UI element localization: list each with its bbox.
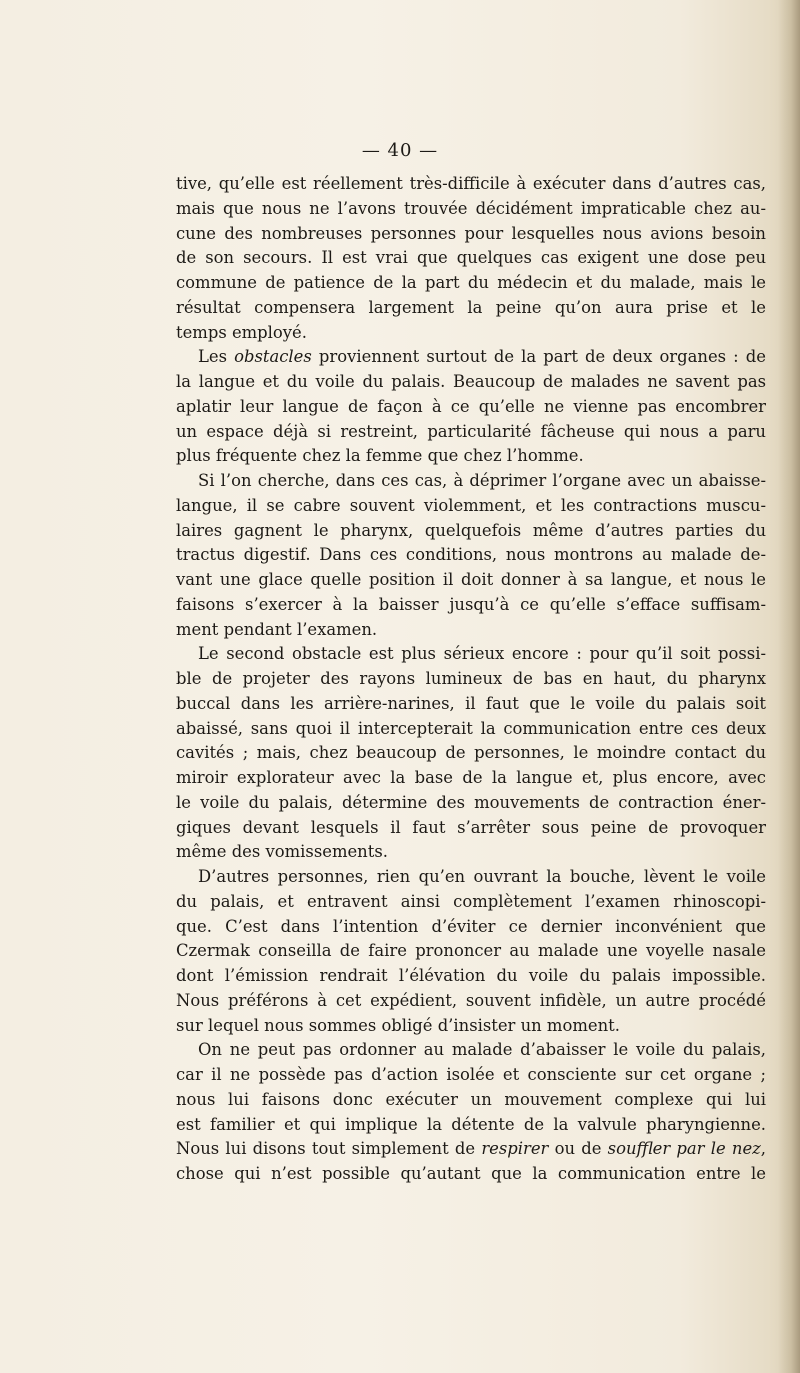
text-line: sur lequel nous sommes obligé d’insister un moment. [176,1015,620,1035]
text-line: car il ne possède pas d’action isolée et consciente sur cet organe ; [176,1065,766,1084]
text-line: giques devant lesquels il faut s’arrêter sous peine de provoquer [176,817,766,837]
page-number: — 40 — [361,140,439,161]
text-line: tive, qu’elle est réellement très-difficile à exécuter dans d’autres cas, [176,174,766,193]
emphasis-respirer: respirer [481,1139,549,1159]
emphasis-souffler-par-le-nez: souffler par le nez [607,1139,761,1159]
text-segment: ou de [548,1139,608,1159]
text-line: même des vomissements. [176,842,388,862]
text-line: laires gagnent le pharynx, quelquefois même d’autres parties du [176,520,766,540]
text-line: la langue et du voile du palais. Beaucoup de malades ne savent pas [176,372,766,391]
text-line: dont l’émission rendrait l’élévation du voile du palais impossible. [176,966,766,985]
text-line: temps employé. [176,322,307,342]
body-text [176,172,766,1187]
text-line: mais que nous ne l’avons trouvée décidément impraticable chez au- [176,198,766,218]
text-line: Nous préférons à cet expédient, souvent infidèle, un autre procédé [176,990,766,1010]
text-line: abaissé, sans quoi il intercepterait la communication entre ces deux [176,718,766,738]
paragraph-start [176,345,766,370]
text-line: nous lui faisons donc exécuter un mouvement complexe qui lui [176,1089,766,1109]
text-line: ble de projeter des rayons lumineux de bas en haut, du pharynx [176,669,766,688]
text-line: de son secours. Il est vrai que quelques cas exigent une dose peu [176,248,766,268]
text-line: tractus digestif. Dans ces conditions, nous montrons au malade de- [176,545,766,565]
text-segment: proviennent surtout de la part de deux organes : de [311,347,766,367]
text-line: plus fréquente chez la femme que chez l’homme. [176,446,584,466]
emphasis-obstacles: obstacles [234,347,312,367]
text-line: chose qui n’est possible qu’autant que la communication entre le [176,1164,766,1183]
text-line: cune des nombreuses personnes pour lesquelles nous avions besoin [176,223,766,243]
text-line: que. C’est dans l’intention d’éviter ce dernier inconvénient que [176,916,766,936]
text-line: langue, il se cabre souvent violemment, et les contractions muscu- [176,495,766,515]
paragraph-start: On ne peut pas ordonner au malade d’abaisser le voile du palais, [198,1040,766,1060]
text-line: ment pendant l’examen. [176,619,378,639]
text-line: miroir explorateur avec la base de la langue et, plus encore, avec [176,768,766,787]
text-line: est familier et qui implique la détente de la valvule pharyngienne. [176,1114,766,1134]
page-edge-shadow [778,0,800,1373]
text-line: Czermak conseilla de faire prononcer au malade une voyelle nasale [176,941,766,961]
text-line: buccal dans les arrière-narines, il faut que le voile du palais soit [176,693,766,713]
text-line: faisons s’exercer à la baisser jusqu’à ce qu’elle s’efface suffisam- [176,594,766,614]
paragraph-start: Le second obstacle est plus sérieux encore : pour qu’il soit possi- [198,644,766,664]
text-line: commune de patience de la part du médecin et du malade, mais le [176,273,766,292]
paragraph-start: Si l’on cherche, dans ces cas, à déprimer l’organe avec un abaisse- [198,471,766,490]
text-line: vant une glace quelle position il doit donner à sa langue, et nous le [176,570,766,589]
text-line-with-emphasis [176,1137,766,1162]
text-line: un espace déjà si restreint, particularité fâcheuse qui nous a paru [176,421,766,441]
text-segment: , [760,1139,767,1159]
text-line: du palais, et entravent ainsi complètement l’examen rhinoscopi- [176,891,766,911]
paragraph-start: D’autres personnes, rien qu’en ouvrant la bouche, lèvent le voile [198,867,766,886]
text-line: cavités ; mais, chez beaucoup de personnes, le moindre contact du [176,743,766,763]
text-line: résultat compensera largement la peine qu’on aura prise et le [176,297,766,317]
text-line: le voile du palais, détermine des mouvements de contraction éner- [176,792,766,812]
text-line: aplatir leur langue de façon à ce qu’elle ne vienne pas encombrer [176,396,766,416]
text-segment: Nous lui disons tout simplement de [176,1139,482,1159]
text-segment: Les [198,347,235,367]
